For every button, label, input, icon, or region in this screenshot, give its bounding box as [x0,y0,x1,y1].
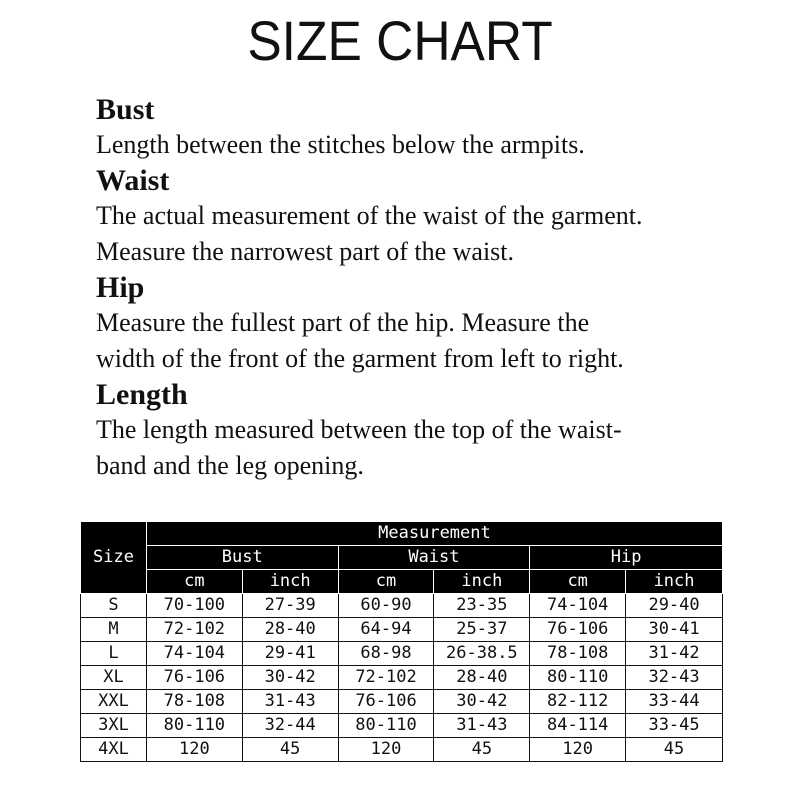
table-cell: 76-106 [338,690,434,714]
definitions-list [96,92,776,484]
table-cell: 30-42 [242,666,338,690]
table-cell: 84-114 [530,714,626,738]
table-cell: 29-41 [242,642,338,666]
table-cell: 33-44 [626,690,723,714]
size-table [80,521,723,762]
table-cell: 28-40 [242,618,338,642]
table-cell: 64-94 [338,618,434,642]
table-row [81,594,723,618]
table-row [81,690,723,714]
unit-header: inch [434,570,530,594]
size-cell: 4XL [81,738,147,762]
table-cell: 31-42 [626,642,723,666]
desc-waist-line-2: Measure the narrowest part of the waist. [96,237,515,266]
table-cell: 120 [530,738,626,762]
term-hip: Hip [96,271,145,304]
size-cell: M [81,618,147,642]
definition-length [96,377,776,484]
table-cell: 26-38.5 [434,642,530,666]
table-cell: 74-104 [146,642,242,666]
table-cell: 33-45 [626,714,723,738]
table-cell: 120 [146,738,242,762]
table-cell: 78-108 [530,642,626,666]
table-cell: 76-106 [146,666,242,690]
table-cell: 23-35 [434,594,530,618]
definition-bust [96,92,776,163]
table-cell: 32-43 [626,666,723,690]
term-bust: Bust [96,93,155,126]
unit-header: inch [242,570,338,594]
table-cell: 76-106 [530,618,626,642]
table-cell: 25-37 [434,618,530,642]
desc-bust-line-1: Length between the stitches below the armpits. [96,130,585,159]
table-cell: 82-112 [530,690,626,714]
table-cell: 30-42 [434,690,530,714]
term-waist: Waist [96,164,170,197]
table-cell: 28-40 [434,666,530,690]
group-header-bust: Bust [146,546,338,570]
table-cell: 80-110 [338,714,434,738]
table-cell: 78-108 [146,690,242,714]
table-cell: 60-90 [338,594,434,618]
table-cell: 45 [626,738,723,762]
table-cell: 72-102 [338,666,434,690]
size-header: Size [81,522,147,594]
term-length: Length [96,378,188,411]
table-row [81,714,723,738]
table-cell: 70-100 [146,594,242,618]
page-title: SIZE CHART [247,9,553,72]
table-row [81,618,723,642]
table-cell: 31-43 [434,714,530,738]
group-header-hip: Hip [530,546,723,570]
table-cell: 80-110 [146,714,242,738]
table-cell: 45 [434,738,530,762]
table-cell: 27-39 [242,594,338,618]
size-cell: L [81,642,147,666]
unit-header: inch [626,570,723,594]
measurement-header: Measurement [146,522,722,546]
unit-header: cm [338,570,434,594]
definition-hip [96,270,776,377]
table-cell: 31-43 [242,690,338,714]
table-row [81,642,723,666]
desc-hip-line-2: width of the front of the garment from left to right. [96,344,624,373]
table-cell: 74-104 [530,594,626,618]
unit-header: cm [146,570,242,594]
table-cell: 29-40 [626,594,723,618]
group-header-waist: Waist [338,546,530,570]
size-cell: XL [81,666,147,690]
table-row [81,738,723,762]
table-cell: 72-102 [146,618,242,642]
desc-length-line-2: band and the leg opening. [96,451,364,480]
desc-length-line-1: The length measured between the top of the waist- [96,415,622,444]
table-row [81,666,723,690]
size-cell: XXL [81,690,147,714]
desc-hip-line-1: Measure the fullest part of the hip. Measure the [96,308,590,337]
table-cell: 32-44 [242,714,338,738]
header-row-units [81,570,723,594]
desc-waist-line-1: The actual measurement of the waist of the garment. [96,201,643,230]
table-cell: 80-110 [530,666,626,690]
table-cell: 30-41 [626,618,723,642]
unit-header: cm [530,570,626,594]
size-cell: S [81,594,147,618]
size-cell: 3XL [81,714,147,738]
header-row-measurement [81,522,723,546]
table-cell: 45 [242,738,338,762]
header-row-groups [81,546,723,570]
definition-waist [96,163,776,270]
table-cell: 120 [338,738,434,762]
table-cell: 68-98 [338,642,434,666]
